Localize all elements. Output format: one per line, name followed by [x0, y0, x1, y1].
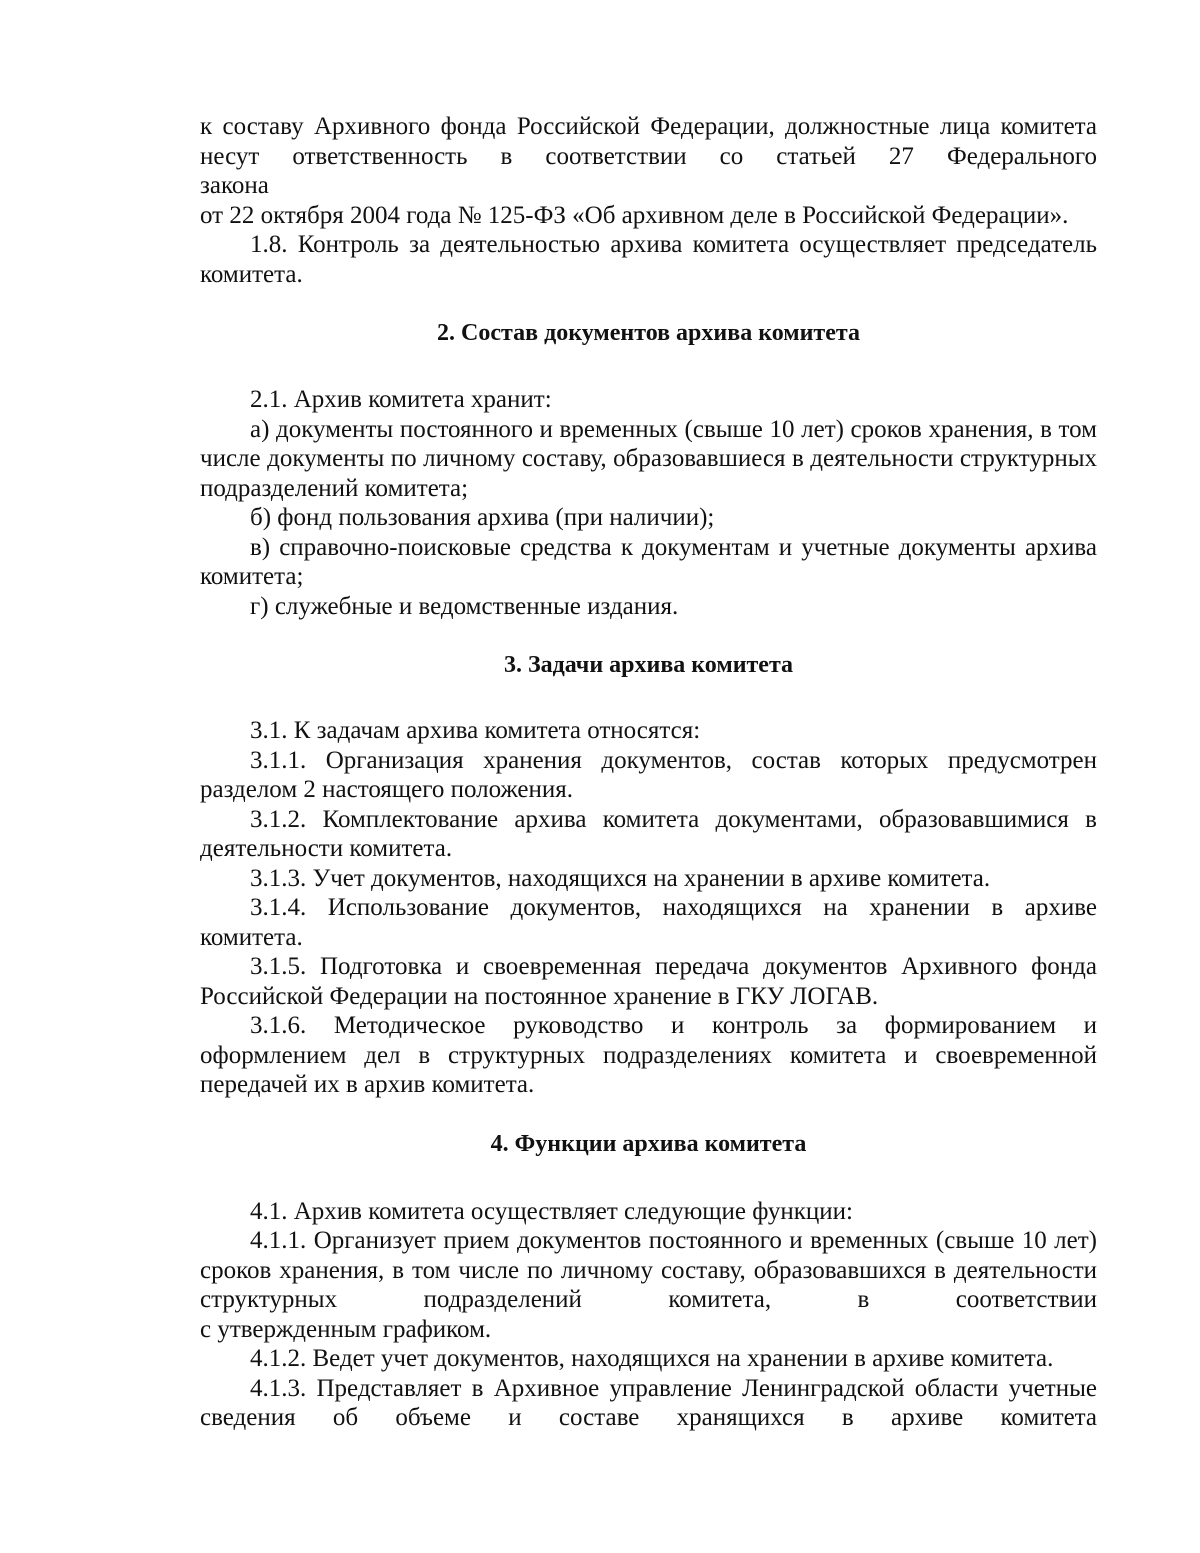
paragraph-4-1-3: 4.1.3. Представляет в Архивное управление Ленинградской области учетные сведения об объеме и составе хранящихся в архиве комитета	[200, 1374, 1097, 1431]
paragraph-1-8: 1.8. Контроль за деятельностью архива комитета осуществляет председатель комитета.	[200, 231, 1097, 288]
paragraph-4-1-1-end: с утвержденным графиком.	[200, 1315, 492, 1343]
intro-paragraph-2: от 22 октября 2004 года № 125-ФЗ «Об архивном деле в Российской Федерации».	[200, 201, 1069, 229]
paragraph-2-1-a: а) документы постоянного и временных (свыше 10 лет) сроков хранения, в том числе документы по личному составу, образовавшиеся в деятельности структурных подразделений комитета;	[200, 415, 1097, 502]
paragraph-2-1-g: г) служебные и ведомственные издания.	[250, 592, 679, 620]
paragraph-3-1-6: 3.1.6. Методическое руководство и контроль за формированием и оформлением дел в структурных подразделениях комитета и своевременной передачей их в архив комитета.	[200, 1012, 1097, 1098]
paragraph-3-1-3: 3.1.3. Учет документов, находящихся на хранении в архиве комитета.	[250, 864, 991, 892]
paragraph-2-1-v: в) справочно-поисковые средства к документам и учетные документы архива комитета;	[200, 533, 1097, 590]
paragraph-3-1-4: 3.1.4. Использование документов, находящихся на хранении в архиве комитета.	[200, 894, 1097, 951]
paragraph-3-1-2: 3.1.2. Комплектование архива комитета документами, образовавшимися в деятельности комитета.	[200, 805, 1097, 862]
paragraph-2-1-b: б) фонд пользования архива (при наличии);	[250, 504, 715, 531]
document-page	[200, 112, 1097, 1433]
paragraph-4-1-2: 4.1.2. Ведет учет документов, находящихся на хранении в архиве комитета.	[250, 1345, 1054, 1372]
intro-paragraph-1: к составу Архивного фонда Российской Федерации, должностные лица комитета несут ответственность в соответствии со статьей 27 Федерального	[200, 113, 1097, 170]
section-4-heading: 4. Функции архива комитета	[490, 1130, 807, 1157]
paragraph-4-1: 4.1. Архив комитета осуществляет следующие функции:	[250, 1197, 853, 1225]
paragraph-3-1: 3.1. К задачам архива комитета относятся:	[250, 717, 701, 744]
section-2-heading: 2. Состав документов архива комитета	[437, 320, 860, 346]
intro-paragraph-1-end: закона	[200, 172, 269, 199]
paragraph-2-1: 2.1. Архив комитета хранит:	[250, 386, 552, 413]
section-3-heading: 3. Задачи архива комитета	[503, 652, 794, 678]
paragraph-4-1-1: 4.1.1. Организует прием документов постоянного и временных (свыше 10 лет) сроков хранения, в том числе по личному составу, образовавшихся в деятельности структурных подразделений комитета, в соответствии	[200, 1227, 1097, 1313]
paragraph-3-1-5: 3.1.5. Подготовка и своевременная передача документов Архивного фонда Российской Федерации на постоянное хранение в ГКУ ЛОГАВ.	[200, 953, 1097, 1010]
paragraph-3-1-1: 3.1.1. Организация хранения документов, состав которых предусмотрен разделом 2 настоящего положения.	[200, 746, 1097, 803]
